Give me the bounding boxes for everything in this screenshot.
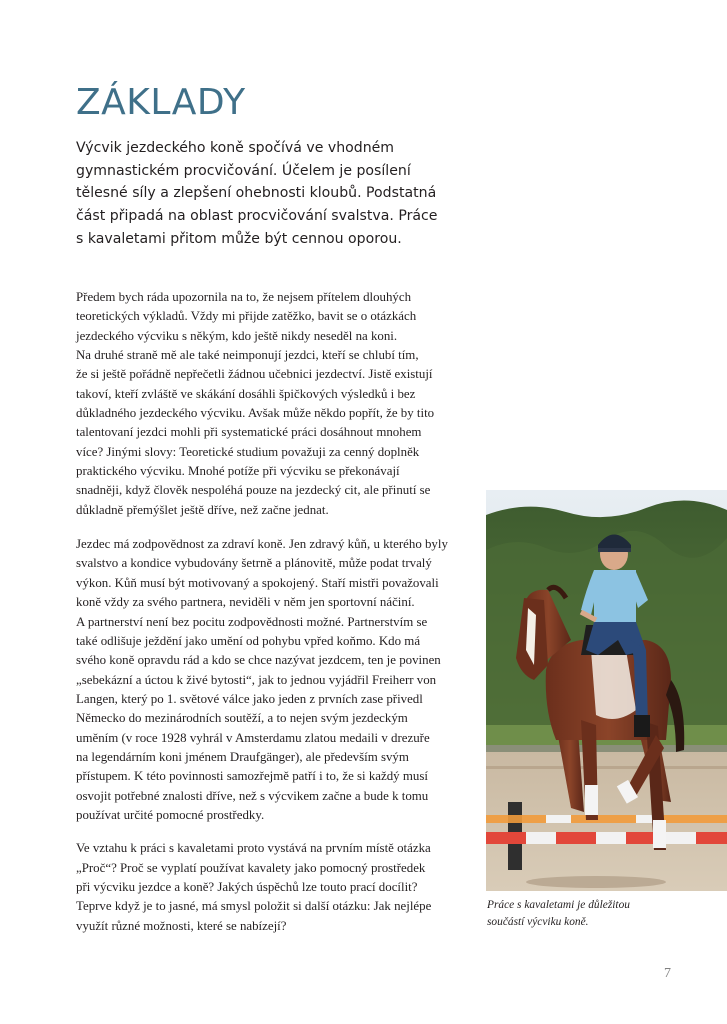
text-line: Jezdec má zodpovědnost za zdraví koně. Jen zdravý kůň, u kterého byly	[76, 537, 448, 552]
text-line: uměním (v roce 1928 vyhrál v Amsterdamu zlatou medaili v drezuře	[76, 730, 430, 745]
text-line: koně vždy za svého partnera, neviděli v něm jen sportovní náčiní.	[76, 595, 415, 610]
text-line: takoví, kteří zvláště ve skákání dosáhli špičkových výsledků i bez	[76, 386, 416, 401]
text-line: důkladně přemýšlet ještě dříve, než začne jednat.	[76, 502, 329, 517]
text-line: talentovaní jezdci mohli při systematické práci dosáhnout mnohem	[76, 425, 422, 440]
body-paragraph-2	[76, 535, 471, 825]
horse-rider-photo	[486, 490, 727, 891]
text-line: na legendárním koni jménem Draufgänger), ale především svým	[76, 749, 409, 764]
text-line: více? Jinými slovy: Teoretické studium považuji za cenný doplněk	[76, 444, 420, 459]
text-line: snadněji, když člověk nespoléhá pouze na jezdecký cit, ale přinutí se	[76, 483, 431, 498]
photo-caption	[487, 897, 727, 930]
lead-line: gymnastickém procvičování. Účelem je posílení	[76, 162, 411, 179]
lead-paragraph	[76, 137, 438, 251]
body-text	[76, 288, 471, 950]
page-number: 7	[664, 966, 671, 981]
text-line: osvojit potřebné znalosti dříve, než s výcvikem začne a bude k tomu	[76, 788, 429, 803]
lead-line: s kavaletami přitom může být cennou oporou.	[76, 230, 402, 247]
lead-line: část připadá na oblast procvičování svalstva. Práce	[76, 208, 438, 225]
text-line: A partnerství není bez pocitu zodpovědnosti možné. Partnerstvím se	[76, 614, 428, 629]
text-line: používat určité pomocné prostředky.	[76, 807, 265, 822]
text-line: Teprve když je to jasné, má smysl položit si další otázku: Jak nejlépe	[76, 899, 432, 914]
text-line: Předem bych ráda upozornila na to, že nejsem přítelem dlouhých	[76, 290, 412, 304]
text-line: že si ještě pořádně nepřečetli žádnou učebnici jezdectví. Jistě existují	[76, 367, 433, 382]
text-line: svého koně opravdu rád a kdo se chce nazývat jezdcem, ten je povinen	[76, 653, 441, 668]
text-line: „Proč“? Proč se vyplatí používat kavalety jako pomocný prostředek	[76, 860, 426, 875]
text-line: Na druhé straně mě ale také neimponují jezdci, kteří se chlubí tím,	[76, 348, 419, 363]
text-line: svalstvo a kondice vybudovány šetrně a plánovitě, může podat trvalý	[76, 556, 432, 571]
text-line: Německo do mezinárodních soutěží, a to nejen svým jezdeckým	[76, 711, 408, 726]
lead-line: tělesné síly a zlepšení ohebnosti kloubů. Podstatná	[76, 185, 437, 202]
chapter-title: ZÁKLADY	[76, 82, 246, 123]
text-line: Ve vztahu k práci s kavaletami proto vystává na prvním místě otázka	[76, 841, 431, 856]
text-line: také odlišuje ježdění jako umění od pohybu vpřed koňmo. Kdo má	[76, 633, 421, 648]
body-paragraph-3	[76, 839, 471, 936]
caption-line: součástí výcviku koně.	[487, 915, 589, 928]
body-paragraph-1	[76, 288, 471, 520]
text-line: využít různé možnosti, které se nabízejí?	[76, 918, 287, 933]
lead-line: Výcvik jezdeckého koně spočívá ve vhodném	[76, 140, 395, 156]
text-line: jezdeckého výcviku s někým, kdo ještě nikdy neseděl na koni.	[76, 328, 398, 343]
text-line: praktického výcviku. Mnohé potíže při výcviku se překonávají	[76, 464, 400, 479]
text-line: při výcviku jezdce a koně? Jakých úspěchů lze touto prací docílit?	[76, 879, 418, 894]
text-line: výkon. Kůň musí být motivovaný a spokojený. Staří mistři považovali	[76, 575, 439, 590]
text-line: „sebekázní a úctou k živé bytosti“, jak to jednou vyjádřil Freiherr von	[76, 672, 437, 687]
text-line: důkladného jezdeckého výcviku. Avšak může někdo popřít, že by tito	[76, 406, 435, 421]
text-line: přístupem. K této povinnosti samozřejmě patří i to, že si každý musí	[76, 769, 428, 784]
caption-line: Práce s kavaletami je důležitou	[487, 899, 630, 911]
text-line: teoretických výkladů. Vždy mi přijde zatěžko, bavit se o otázkách	[76, 309, 417, 324]
text-line: Langen, který po 1. světové válce jako jeden z prvních zase přivedl	[76, 691, 423, 706]
